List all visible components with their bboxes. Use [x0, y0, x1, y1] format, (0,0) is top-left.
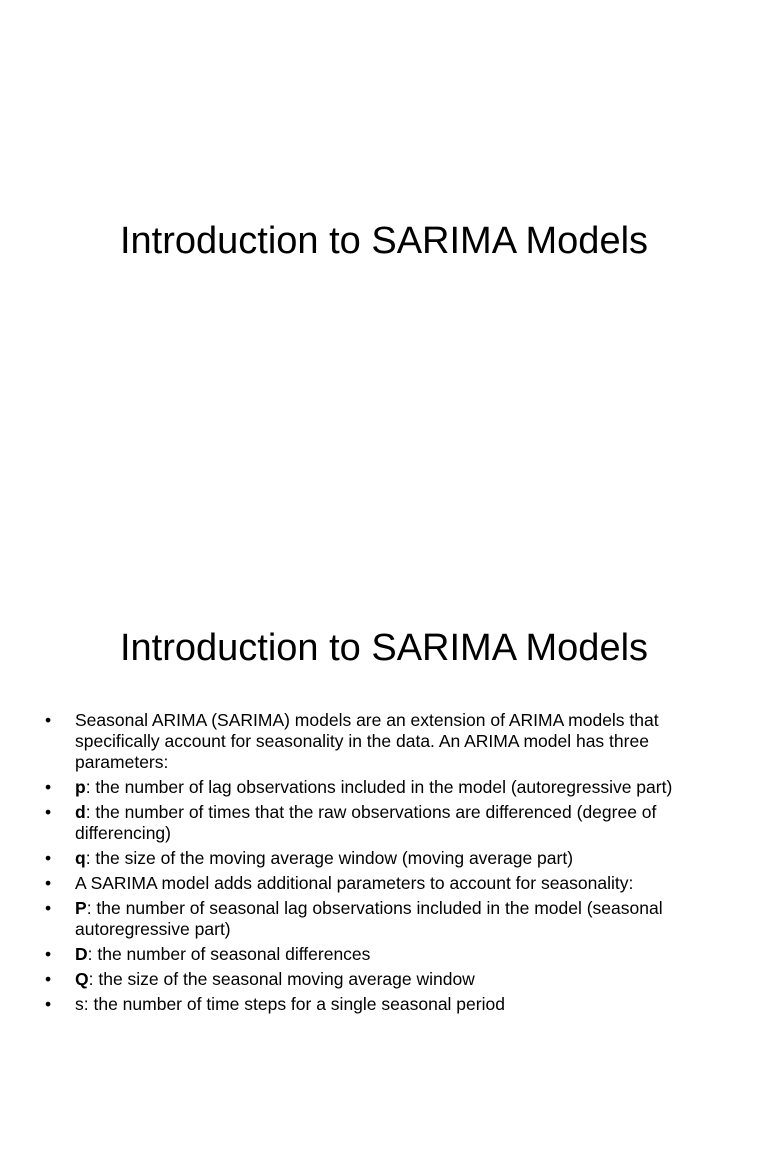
bullet-item — [40, 994, 740, 1015]
bullet-icon: • — [45, 944, 52, 964]
bullet-list — [40, 710, 740, 1019]
bullet-text: A SARIMA model adds additional parameters to account for seasonality: — [75, 873, 634, 893]
bullet-icon: • — [45, 969, 52, 989]
bullet-term: Q — [75, 969, 89, 989]
bullet-item — [40, 848, 740, 869]
bullet-text: : the number of times that the raw observations are differenced (degree of differencing) — [75, 802, 657, 843]
bullet-text: : the size of the moving average window (moving average part) — [85, 848, 574, 868]
bullet-item — [40, 969, 740, 990]
bullet-term: d — [75, 802, 86, 822]
bullet-term: P — [75, 898, 87, 918]
bullet-text: : the number of seasonal differences — [87, 944, 371, 964]
bullet-text: Seasonal ARIMA (SARIMA) models are an extension of ARIMA models that specifically account for seasonality in the data. An ARIMA model has three parameters: — [75, 710, 659, 772]
bullet-icon: • — [45, 873, 52, 893]
bullet-item — [40, 873, 740, 894]
bullet-item — [40, 777, 740, 798]
bullet-icon: • — [45, 898, 52, 918]
bullet-item — [40, 802, 740, 844]
bullet-term: D — [75, 944, 88, 964]
slide-title: Introduction to SARIMA Models — [119, 627, 649, 669]
slide-2 — [0, 576, 768, 1152]
bullet-icon: • — [45, 710, 52, 730]
bullet-item — [40, 944, 740, 965]
bullet-term: q — [75, 848, 86, 868]
bullet-item — [40, 898, 740, 940]
bullet-text: : the size of the seasonal moving average window — [88, 969, 475, 989]
bullet-icon: • — [45, 802, 52, 822]
slide-title: Introduction to SARIMA Models — [119, 220, 649, 262]
bullet-icon: • — [45, 994, 52, 1014]
bullet-text: : the number of seasonal lag observations included in the model (seasonal autoregressive part) — [75, 898, 663, 939]
bullet-text: : the number of lag observations included in the model (autoregressive part) — [85, 777, 673, 797]
bullet-item — [40, 710, 740, 773]
bullet-text: s: the number of time steps for a single seasonal period — [75, 994, 505, 1014]
bullet-term: p — [75, 777, 86, 797]
bullet-icon: • — [45, 777, 52, 797]
bullet-icon: • — [45, 848, 52, 868]
